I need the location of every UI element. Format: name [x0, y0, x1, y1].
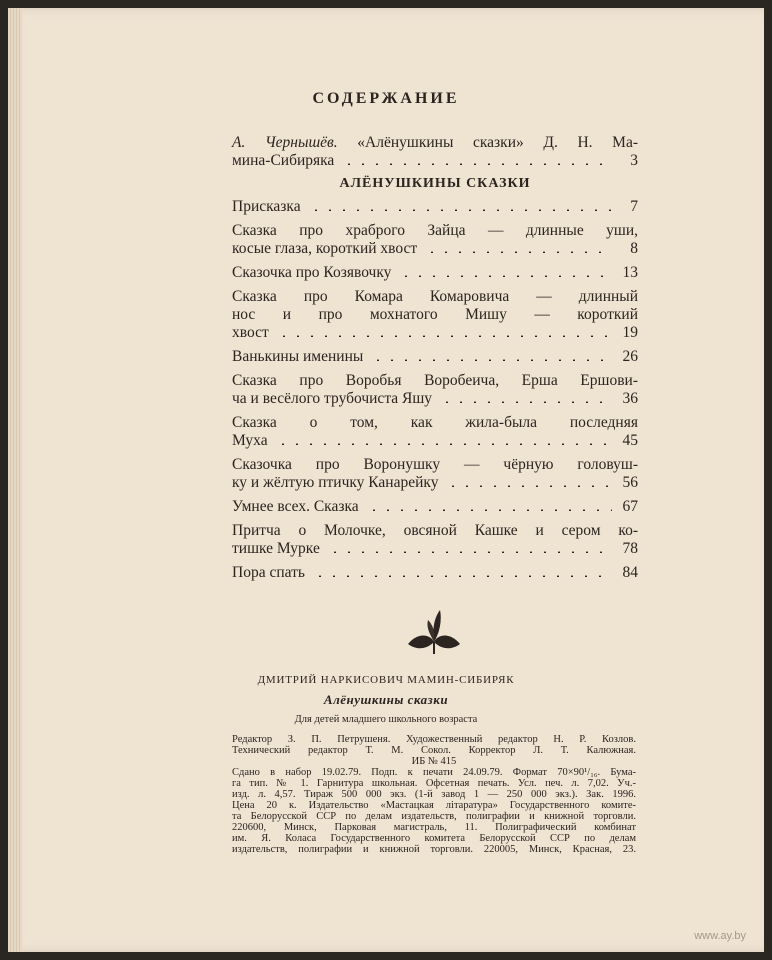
intro-line1: «Алёнушкины сказки» Д. Н. Ма-: [337, 134, 638, 151]
imprint-line: Сдано в набор 19.02.79. Подп. к печати 24.09.79. Формат 70×90¹/₁₆. Бума-: [232, 767, 636, 778]
imprint-book-title: Алёнушкины сказки: [323, 692, 449, 707]
table-of-contents: [232, 134, 638, 588]
toc-entry-last-line: [232, 348, 638, 366]
dot-leader: [440, 401, 612, 403]
page-number: 36: [622, 390, 638, 407]
dot-leader: [367, 509, 612, 511]
page-number: 7: [630, 198, 638, 215]
toc-entry-line: Притча о Молочке, овсяной Кашке и сером ко-: [232, 522, 638, 539]
section-heading: АЛЁНУШКИНЫ СКАЗКИ: [339, 176, 531, 191]
toc-entry-intro: [232, 134, 638, 170]
toc-entry: [232, 414, 638, 450]
toc-entry: [232, 288, 638, 342]
toc-entry-title: ча и весёлого трубочиста Яшу: [232, 390, 433, 407]
toc-entry-last-line: [232, 474, 638, 492]
page-number: 26: [622, 348, 638, 365]
toc-entry-title: хвост: [232, 324, 269, 341]
toc-entry: [232, 372, 638, 408]
toc-entry-last-line: [232, 240, 638, 258]
imprint-line: издательств, полиграфии и книжной торговли. 220005, Минск, Красная, 23.: [232, 844, 636, 855]
page-number: 84: [622, 564, 638, 581]
page-edge: [8, 8, 22, 952]
toc-entry-line: Сказка про храброго Зайца — длинные уши,: [232, 222, 638, 239]
imprint-line: га тип. № 1. Гарнитура школьная. Офсетная печать. Усл. печ. л. 7,02. Уч.-: [232, 778, 636, 789]
toc-entry-title: тишке Мурке: [232, 540, 320, 557]
page-number: 56: [622, 474, 638, 491]
contents-title: СОДЕРЖАНИЕ: [312, 90, 460, 107]
toc-entry-last-line: [232, 324, 638, 342]
toc-entry-title: Ванькины именины: [232, 348, 364, 365]
toc-entry: [232, 222, 638, 258]
toc-entry: [232, 522, 638, 558]
page-number: 19: [622, 324, 638, 341]
toc-entry: [232, 498, 638, 516]
dot-leader: [342, 163, 612, 165]
toc-entry-last-line: [232, 540, 638, 558]
toc-entry-last-line: [232, 264, 638, 282]
toc-entry-last-line: [232, 498, 638, 516]
toc-entry-title: косые глаза, короткий хвост: [232, 240, 418, 257]
intro-author: А. Чернышёв.: [232, 134, 338, 151]
toc-entry: [232, 198, 638, 216]
toc-entry: [232, 456, 638, 492]
dot-leader: [313, 575, 612, 577]
page-number: 45: [622, 432, 638, 449]
dot-leader: [399, 275, 612, 277]
toc-entry-last-line: [232, 152, 638, 170]
toc-entry-line: Сказка про Воробья Воробеича, Ерша Ершови-: [232, 372, 638, 389]
imprint-line: изд. л. 4,57. Тираж 500 000 экз. (1-й завод 1 — 250 000 экз.). Зак. 1996.: [232, 789, 636, 800]
imprint-line: Технический редактор Т. М. Сокол. Корректор Л. Т. Калюжная.: [232, 745, 636, 756]
intro-line2: мина-Сибиряка: [232, 152, 335, 169]
dot-leader: [371, 359, 612, 361]
dot-leader: [328, 551, 612, 553]
dot-leader: [276, 443, 612, 445]
toc-entry-title: Пора спать: [232, 564, 305, 581]
dot-leader: [425, 251, 612, 253]
toc-entry: [232, 564, 638, 582]
page-number: 78: [622, 540, 638, 557]
toc-entry-title: ку и жёлтую птичку Канарейку: [232, 474, 439, 491]
toc-entry-title: Умнее всех. Сказка: [232, 498, 359, 515]
dot-leader: [277, 335, 612, 337]
toc-entry-title: Присказка: [232, 198, 301, 215]
toc-entry-line: Сказка про Комара Комаровича — длинный: [232, 288, 638, 305]
toc-entry-line: нос и про мохнатого Мишу — короткий: [232, 306, 638, 323]
page-number: 3: [630, 152, 638, 169]
toc-entry-last-line: [232, 432, 638, 450]
toc-entry-last-line: [232, 390, 638, 408]
toc-list: [232, 198, 638, 582]
toc-entry-line: [232, 134, 638, 152]
toc-entry-last-line: [232, 198, 638, 216]
page-number: 8: [630, 240, 638, 257]
watermark: www.ay.by: [694, 930, 746, 942]
toc-entry-last-line: [232, 564, 638, 582]
imprint-audience: Для детей младшего школьного возраста: [294, 714, 478, 725]
dot-leader: [446, 485, 612, 487]
toc-entry-title: Муха: [232, 432, 268, 449]
toc-entry-line: Сказочка про Воронушку — чёрную головуш-: [232, 456, 638, 473]
toc-entry: [232, 264, 638, 282]
page-number: 67: [622, 498, 638, 515]
toc-entry-line: Сказка о том, как жила-была последняя: [232, 414, 638, 431]
imprint-line: Цена 20 к. Издательство «Мастацкая літаратура» Государственного комите-: [232, 800, 636, 811]
imprint-author: ДМИТРИЙ НАРКИСОВИЧ МАМИН-СИБИРЯК: [257, 674, 515, 686]
imprint-header: [0, 674, 772, 725]
page-number: 13: [622, 264, 638, 281]
imprint-line: Редактор З. П. Петрушеня. Художественный редактор Н. Р. Козлов.: [232, 734, 636, 745]
leaf-sprig-ornament-icon: [404, 604, 464, 658]
imprint-line: им. Я. Коласа Государственного комитета Белорусской ССР по делам: [232, 833, 636, 844]
imprint-line: та Белорусской ССР по делам издательств, полиграфии и книжной торговли.: [232, 811, 636, 822]
toc-entry: [232, 348, 638, 366]
imprint-line: ИБ № 415: [411, 756, 457, 767]
dot-leader: [309, 209, 612, 211]
imprint-details: [232, 734, 636, 855]
imprint-line: 220600, Минск, Парковая магистраль, 11. Полиграфический комбинат: [232, 822, 636, 833]
toc-entry-title: Сказочка про Козявочку: [232, 264, 392, 281]
